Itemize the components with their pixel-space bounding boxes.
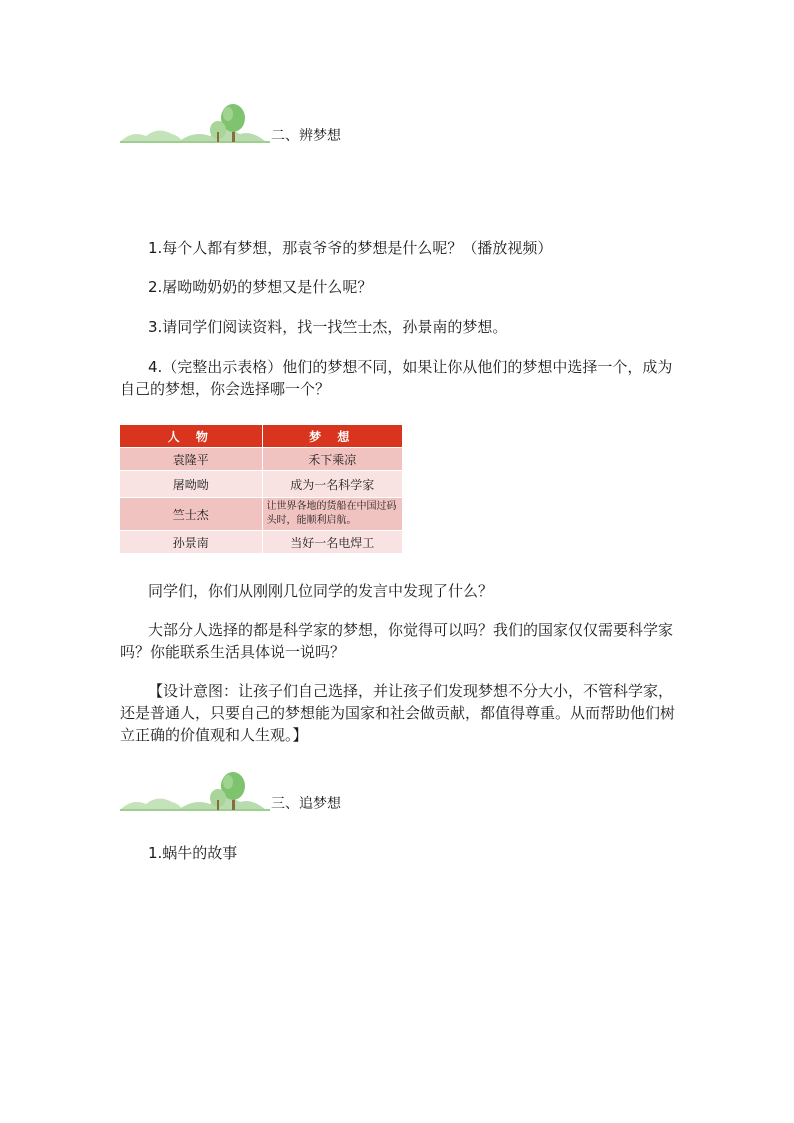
table-header-dream: 梦 想 <box>262 425 402 448</box>
table-row <box>120 471 402 498</box>
discussion-paragraph-2: 大部分人选择的都是科学家的梦想，你觉得可以吗？我们的国家仅仅需要科学家吗？你能联系生活具体说一说吗？ <box>120 621 674 661</box>
question-1: 1.每个人都有梦想，那袁爷爷的梦想是什么呢？（播放视频） <box>148 239 553 257</box>
section-heading-2 <box>120 100 420 144</box>
question-3: 3.请同学们阅读资料，找一找竺士杰，孙景南的梦想。 <box>148 318 508 336</box>
table-cell-person: 袁隆平 <box>120 448 262 471</box>
table-cell-person: 竺士杰 <box>120 498 262 531</box>
table-cell-person: 屠呦呦 <box>120 471 262 498</box>
section3-item-1: 1.蜗牛的故事 <box>148 844 238 862</box>
question-2: 2.屠呦呦奶奶的梦想又是什么呢？ <box>148 278 373 296</box>
table-cell-dream: 让世界各地的货船在中国过码头时，能顺利启航。 <box>262 498 402 531</box>
table-header-row <box>120 425 402 448</box>
table-cell-dream: 禾下乘凉 <box>262 448 402 471</box>
section-heading-text: 二、辨梦想 <box>271 128 341 144</box>
section-heading-text: 三、追梦想 <box>271 796 341 812</box>
table-cell-dream: 成为一名科学家 <box>262 471 402 498</box>
design-intent-paragraph: 【设计意图：让孩子们自己选择，并让孩子们发现梦想不分大小，不管科学家，还是普通人，只要自己的梦想能为国家和社会做贡献，都值得尊重。从而帮助他们树立正确的价值观和人生观。】 <box>120 682 676 744</box>
section-heading-3 <box>120 768 420 812</box>
table-row <box>120 531 402 554</box>
table-header-person: 人 物 <box>120 425 262 448</box>
hill-tree-decoration-icon <box>120 768 270 812</box>
hill-tree-decoration-icon <box>120 100 270 144</box>
table-cell-person: 孙景南 <box>120 531 262 554</box>
table-row <box>120 498 402 531</box>
table-row <box>120 448 402 471</box>
discussion-paragraph-1: 同学们，你们从刚刚几位同学的发言中发现了什么？ <box>148 582 494 600</box>
table-cell-dream: 当好一名电焊工 <box>262 531 402 554</box>
dream-table <box>120 425 402 553</box>
question-4: 4.（完整出示表格）他们的梦想不同，如果让你从他们的梦想中选择一个，成为自己的梦想，你会选择哪一个？ <box>120 358 673 398</box>
